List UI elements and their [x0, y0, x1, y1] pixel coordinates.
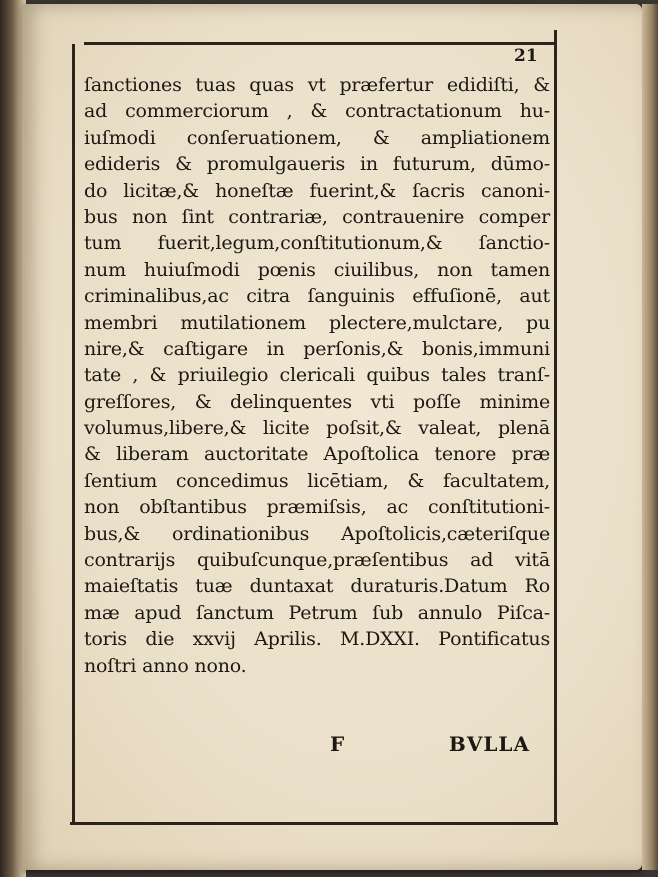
text-line: bus non ſint contrariæ, contrauenire comper [84, 205, 550, 228]
text-line: ſanctiones tuas quas vt præfertur edidiſti, & [84, 74, 550, 96]
text-line: tum fuerit,legum,conſtitutionum,& ſanctio- [84, 232, 550, 255]
text-line: membri mutilationem plectere,mulctare, pu [84, 311, 550, 334]
frame-rule-bottom [70, 822, 558, 825]
text-line: greſſores, & delinquentes vti poſſe minime [84, 390, 550, 413]
page-number: 21 [514, 46, 538, 66]
text-line: tate , & priuilegio clericali quibus tales tranſ- [84, 364, 550, 387]
text-line: iuſmodi conſeruationem, & ampliationem [84, 126, 550, 149]
text-line: non obſtantibus præmiſsis, ac conſtitutioni- [84, 496, 550, 519]
text-line: & liberam auctoritate Apoſtolica tenore præ [84, 443, 550, 466]
text-line: volumus,libere,& licite poſsit,& valeat, plenā [84, 417, 550, 440]
text-line: edideris & promulgaueris in futurum, dūmo- [84, 153, 550, 176]
text-line: num huiuſmodi pœnis ciuilibus, non tamen [84, 258, 550, 281]
seal-mark: F [330, 732, 346, 756]
bulla-line [330, 732, 530, 756]
frame-rule-left [72, 44, 75, 824]
frame-rule-right [554, 30, 557, 825]
text-line: ad commerciorum , & contractationum hu- [84, 100, 550, 123]
body-text [84, 72, 550, 679]
text-line: nire,& caſtigare in perſonis,& bonis,immuni [84, 337, 550, 360]
text-line: toris die xxvij Aprilis. M.DXXI. Pontificatus [84, 628, 550, 651]
text-line: bus,& ordinationibus Apoſtolicis,cæteriſque [84, 522, 550, 545]
seal-label: BVLLA [448, 732, 530, 756]
text-line: ſentium concedimus licētiam, & facultatem, [84, 469, 550, 492]
frame-rule-top [84, 42, 554, 45]
text-line: do licitæ,& honeſtæ fuerint,& ſacris canoni- [84, 179, 550, 202]
text-line: criminalibus,ac citra ſanguinis effuſionē, aut [84, 285, 550, 308]
page-edge [642, 4, 658, 870]
text-line: maieſtatis tuæ duntaxat duraturis.Datum Ro [84, 575, 550, 598]
text-line: mæ apud ſanctum Petrum ſub annulo Piſca- [84, 601, 550, 624]
text-line: contrarijs quibuſcunque,præſentibus ad vitā [84, 549, 550, 572]
text-line: noſtri anno nono. [84, 654, 247, 677]
